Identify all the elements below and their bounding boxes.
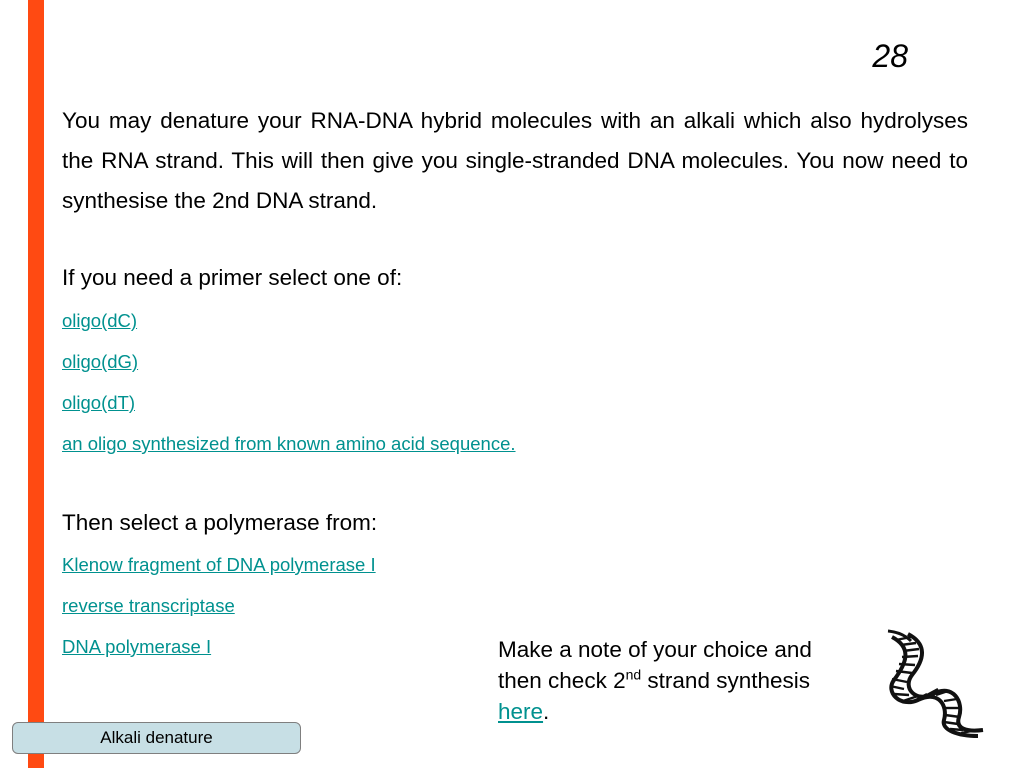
polymerase-option-reverse-transcriptase-link[interactable]: reverse transcriptase xyxy=(62,595,235,616)
list-item xyxy=(62,391,516,432)
left-accent-bar xyxy=(28,0,44,768)
primer-options-list xyxy=(62,309,516,473)
check-synthesis-link[interactable]: here xyxy=(498,699,544,724)
list-item xyxy=(62,635,376,676)
polymerase-option-klenow-link[interactable]: Klenow fragment of DNA polymerase I xyxy=(62,554,376,575)
list-item xyxy=(62,432,516,473)
note-text-part-1: Make a note of your choice and then check 2 xyxy=(498,637,812,693)
list-item xyxy=(62,553,376,594)
primer-option-oligo-dt-link[interactable]: oligo(dT) xyxy=(62,392,135,413)
polymerase-option-dna-polymerase-link[interactable]: DNA polymerase I xyxy=(62,636,212,657)
slide-number: 28 xyxy=(872,38,908,74)
polymerase-options-list xyxy=(62,553,376,676)
primer-heading: If you need a primer select one of: xyxy=(62,265,403,290)
list-item xyxy=(62,594,376,635)
primer-option-oligo-dc-link[interactable]: oligo(dC) xyxy=(62,310,138,331)
dna-helix-icon xyxy=(882,628,986,740)
polymerase-heading: Then select a polymerase from: xyxy=(62,510,378,535)
alkali-denature-button[interactable]: Alkali denature xyxy=(12,722,301,754)
intro-paragraph: You may denature your RNA-DNA hybrid molecules with an alkali which also hydrolyses the RNA strand. This will then give you single-stranded DNA molecules. You now need to synthesise the 2nd DNA strand. xyxy=(62,108,968,213)
list-item xyxy=(62,309,516,350)
primer-option-amino-acid-oligo-link[interactable]: an oligo synthesized from known amino acid sequence. xyxy=(62,433,516,454)
note-text-part-2: strand synthesis xyxy=(641,668,810,693)
note-text-end: . xyxy=(543,699,550,724)
primer-option-oligo-dg-link[interactable]: oligo(dG) xyxy=(62,351,139,372)
note-superscript: nd xyxy=(625,666,642,683)
list-item xyxy=(62,350,516,391)
note-text xyxy=(498,634,828,727)
